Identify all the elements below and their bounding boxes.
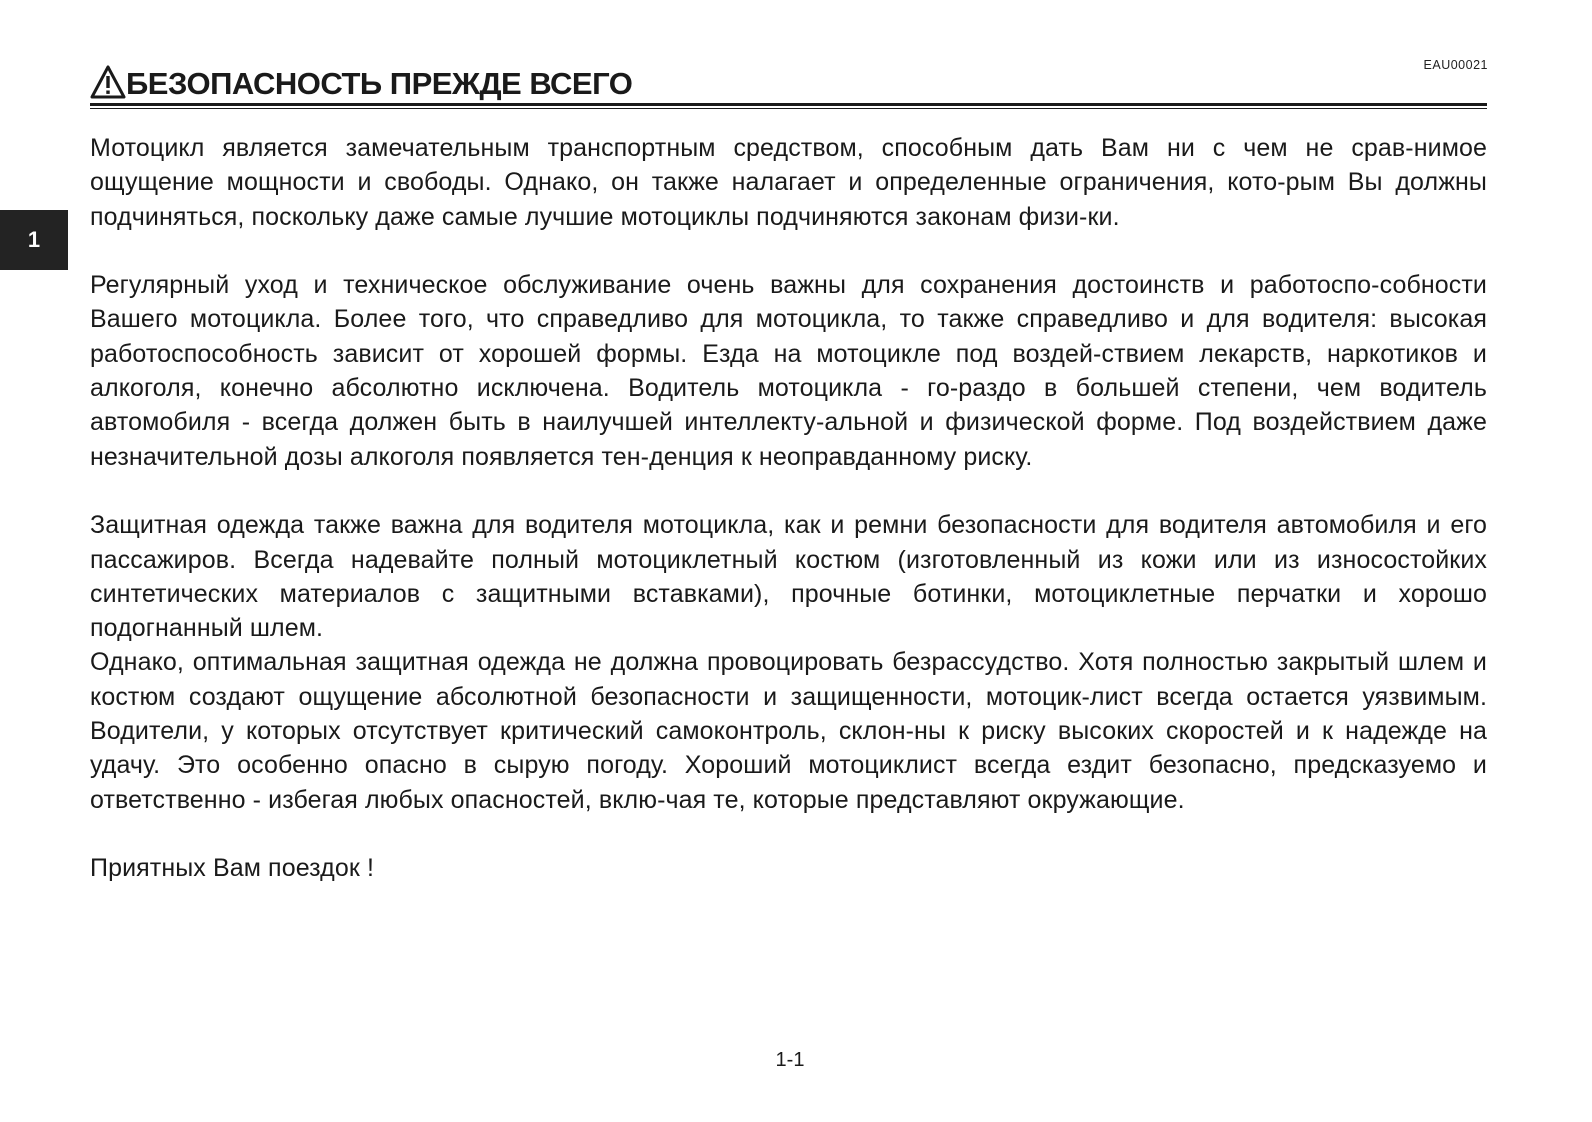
- paragraph-closing: Приятных Вам поездок !: [90, 854, 374, 883]
- body-text: [90, 131, 1487, 886]
- document-code: EAU00021: [1423, 58, 1488, 72]
- header-rule-thick: [90, 103, 1487, 106]
- paragraph-maintenance: Регулярный уход и техническое обслуживание очень важны для сохранения достоинств и работоспо-собности Вашего мотоцикла. Более того, что справедливо для мотоцикла, то также справедливо и для водителя: высокая работоспособность зависит от хорошей формы. Езда на мотоцикле под воздей-ствием лекарств, наркотиков и алкоголя, конечно абсолютно исключена. Водитель мотоцикла - го-раздо в большей степени, чем водитель автомобиля - всегда должен быть в наилучшей интеллекту-альной и физической форме. Под воздействием даже незначительной дозы алкоголя появляется тен-денция к неоправданному риску.: [90, 271, 1487, 471]
- paragraph-caution: Однако, оптимальная защитная одежда не должна провоцировать безрассудство. Хотя полностью закрытый шлем и костюм создают ощущение абсолютной безопасности и защищенности, мотоцик-лист всегда остается уязвимым. Водители, у которых отсутствует критический самоконтроль, склон-ны к риску высоких скоростей и к надежде на удачу. Это особенно опасно в сырую погоду. Хороший мотоциклист всегда ездит безопасно, предсказуемо и ответственно - избегая любых опасностей, вклю-чая те, которые представляют окружающие.: [90, 648, 1487, 814]
- page-title: БЕЗОПАСНОСТЬ ПРЕЖДЕ ВСЕГО: [126, 66, 633, 101]
- section-header: [90, 62, 1487, 109]
- header-rule-thin: [90, 108, 1487, 109]
- paragraph-intro: Мотоцикл является замечательным транспортным средством, способным дать Вам ни с чем не срав-нимое ощущение мощности и свободы. Однако, он также налагает и определенные ограничения, кото-рым Вы должны подчиняться, поскольку даже самые лучшие мотоциклы подчиняются законам физи-ки.: [90, 134, 1487, 231]
- header-row: [90, 62, 1487, 100]
- paragraph-protective-clothing: Защитная одежда также важна для водителя мотоцикла, как и ремни безопасности для водителя автомобиля и его пассажиров. Всегда надевайте полный мотоциклетный костюм (изготовленный из кожи или из износостойких синтетических материалов с защитными вставками), прочные ботинки, мотоциклетные перчатки и хорошо подогнанный шлем.: [90, 511, 1487, 643]
- chapter-number: 1: [27, 227, 41, 252]
- warning-triangle-icon: [90, 64, 126, 100]
- chapter-tab: [0, 210, 68, 270]
- page-number: 1-1: [775, 1049, 805, 1071]
